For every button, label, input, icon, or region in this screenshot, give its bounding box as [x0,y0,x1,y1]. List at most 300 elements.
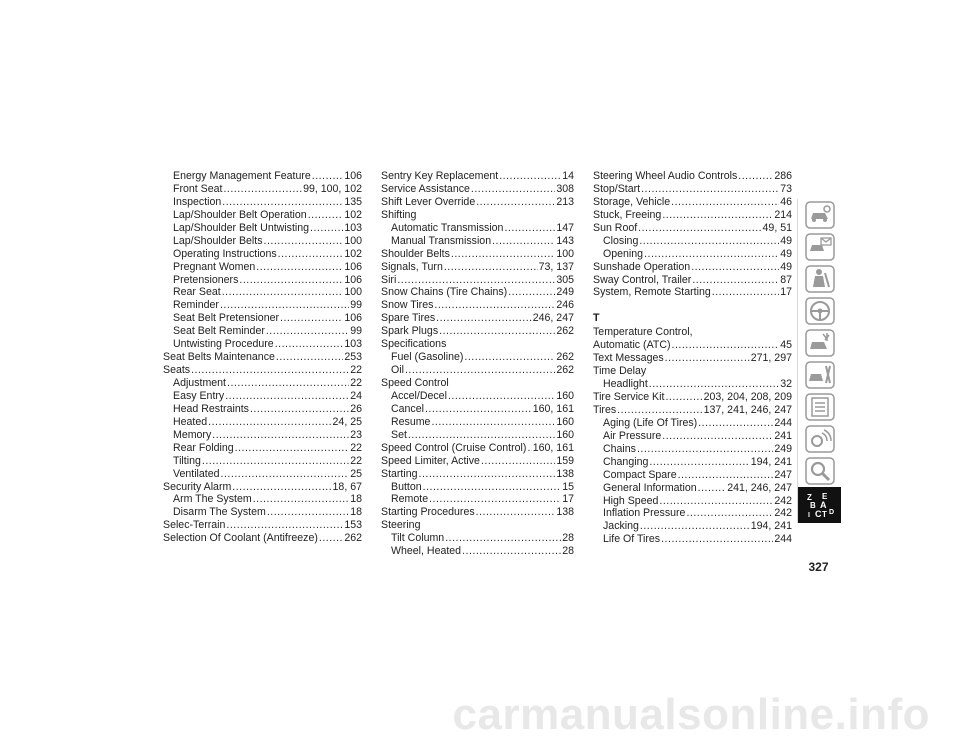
index-page-numbers: 102 [344,208,362,221]
index-entry [163,325,362,338]
index-term: Shoulder Belts [381,247,450,260]
dot-leader [641,183,779,196]
index-entry [381,299,574,312]
dot-leader [431,416,555,429]
index-term: Operating Instructions [173,247,277,260]
dot-leader [256,261,343,274]
dot-leader [678,469,774,482]
index-page-numbers: 24 [350,389,362,402]
index-term: Wheel, Heated [391,545,462,558]
dot-leader [275,338,344,351]
index-term: Memory [173,428,212,441]
index-term: Lap/Shoulder Belts [173,234,263,247]
index-entry [381,506,574,519]
dot-leader [253,493,350,506]
index-page-numbers: 103 [344,221,362,234]
index-page-numbers: 87 [780,273,792,286]
index-page-numbers: 103 [344,338,362,351]
tab-getting-to-know[interactable] [797,199,841,231]
index-entry [593,209,792,222]
dot-leader [638,222,761,235]
index-entry [381,442,574,455]
dot-leader [504,222,555,235]
index-term: Automatic Transmission [391,221,504,234]
index-entry [593,507,792,520]
index-page-numbers: 241 [774,429,792,442]
index-term: Selection Of Coolant (Antifreeze) [163,532,318,545]
dot-leader [492,235,555,248]
dot-leader [235,442,350,455]
dot-leader [481,455,555,468]
index-entry [593,274,792,287]
index-term: Tire Service Kit [593,391,665,403]
index-term: Signals, Turn [381,260,443,273]
index-term: Shift Lever Override [381,195,476,208]
dot-leader [436,312,532,325]
svg-text:E: E [821,492,827,501]
index-page-numbers: 22 [350,377,362,389]
index-term: Reminder [173,299,219,312]
index-entry [381,416,574,429]
index-term: Siri [381,273,397,286]
index-entry [381,364,574,377]
dot-leader [225,390,349,403]
index-entry [381,455,574,468]
index-entry [593,520,792,533]
dot-leader [665,352,750,365]
dot-leader [191,364,349,377]
index-entry [381,170,574,183]
index-term: Arm The System [173,493,252,506]
index-page-numbers: 45 [780,339,792,352]
dot-leader [698,417,773,430]
index-term: Starting Procedures [381,506,475,519]
index-page-numbers: 249 [556,286,574,299]
index-page-numbers: 194, 241 [750,455,792,468]
index-entry [163,364,362,377]
index-entry [381,183,574,196]
page-number: 327 [808,560,829,574]
index-page-numbers: 262 [556,325,574,338]
index-term: Sentry Key Replacement [381,170,499,182]
dot-leader [312,170,344,183]
index-page-numbers: 28 [562,545,574,558]
index-page-numbers: 17 [562,493,574,506]
index-term: Cancel [391,402,424,415]
tab-safety[interactable] [797,263,841,295]
index-page-numbers: 262 [556,364,574,377]
index-entry [381,403,574,416]
index-entry [163,170,362,183]
index-entry [381,545,574,558]
index-page-numbers: 244 [774,416,792,429]
index-page-numbers: 160 [556,389,574,402]
dot-leader [712,286,779,299]
index-entry [163,519,362,532]
index-entry [593,196,792,209]
index-term: Tires [593,403,617,416]
index-term: Snow Tires [381,299,434,312]
dot-leader [471,183,555,196]
index-term: Head Restraints [173,402,249,415]
index-entry [163,235,362,248]
spec-list-icon [805,393,835,421]
index-page-numbers: 246, 247 [532,312,574,325]
index-page-numbers: 262 [556,351,574,364]
index-page-numbers: 308 [556,182,574,195]
index-entry [593,365,792,378]
index-letters-icon [805,491,835,519]
index-entry [593,391,792,404]
index-page-numbers: 247 [774,468,792,481]
index-term: Closing [603,234,639,247]
dot-leader [397,274,555,287]
dot-leader [692,274,779,287]
dot-leader [691,261,779,274]
index-page-numbers: 18 [350,493,362,506]
index-entry [381,222,574,235]
index-entry [593,378,792,391]
index-page-numbers: 143 [556,234,574,247]
index-column-3 [593,170,792,546]
dot-leader [250,403,349,416]
dot-leader [223,183,302,196]
index-page-numbers: 28 [562,532,574,545]
index-term: Remote [391,493,429,506]
index-term: Oil [391,364,404,377]
index-entry [593,183,792,196]
index-page-numbers: 271, 297 [750,352,792,365]
dot-leader [448,390,555,403]
car-key-icon [805,201,835,229]
dot-leader [208,416,331,429]
index-page-numbers: 23 [350,428,362,441]
index-entry [163,222,362,235]
car-message-icon [805,233,835,261]
index-page-numbers: 102 [344,247,362,260]
index-entry [381,429,574,442]
index-term: Inflation Pressure [603,507,686,520]
dot-leader [222,286,344,299]
index-term: Lap/Shoulder Belt Untwisting [173,221,310,234]
index-term: Snow Chains (Tire Chains) [381,286,508,299]
index-page-numbers: 106 [344,312,362,325]
index-entry [163,390,362,403]
index-entry [381,312,574,325]
index-entry [381,338,574,351]
index-term: Inspection [173,195,222,208]
index-term: Manual Transmission [391,234,492,247]
index-term: Shifting [381,208,417,221]
dot-leader [227,377,349,390]
seat-person-icon [805,265,835,293]
dot-leader [662,430,773,443]
tab-getting-to-know-panel[interactable] [797,231,841,263]
index-entry [381,390,574,403]
index-page-numbers: 305 [556,273,574,286]
svg-text:Z: Z [806,493,812,502]
dot-leader [659,495,773,508]
index-entry [163,403,362,416]
index-entry [163,248,362,261]
index-entry [381,468,574,481]
index-page-numbers: 15 [562,480,574,493]
index-entry [163,261,362,274]
index-term: Adjustment [173,377,226,389]
index-page-numbers: 49 [780,247,792,260]
index-term: Easy Entry [173,389,225,402]
index-term: Sunshade Operation [593,260,691,273]
index-page-numbers: 73 [780,182,792,195]
index-entry [381,377,574,390]
index-entry [381,519,574,532]
dot-leader [222,196,343,209]
index-term: Tilt Column [391,532,445,545]
index-term: Disarm The System [173,506,266,519]
index-page-numbers: 22 [350,364,362,377]
dot-leader [202,455,349,468]
index-entry [593,456,792,469]
index-term: Resume [391,415,431,428]
index-page-numbers: 241, 246, 247 [727,481,792,494]
index-entry [163,455,362,468]
dot-leader [267,506,349,519]
index-entry [163,338,362,351]
index-entry [593,170,792,183]
index-term: Speed Control [381,377,449,389]
index-term: Sway Control, Trailer [593,273,692,286]
index-term: Changing [603,455,649,468]
index-page-numbers: 17 [780,286,792,299]
index-entry [593,261,792,274]
index-entry [593,417,792,430]
index-page-numbers: 24, 25 [332,415,362,428]
index-term: General Information [603,481,697,494]
dot-leader [220,299,349,312]
dot-leader [617,404,702,417]
index-term: Chains [603,442,636,455]
index-entry [381,196,574,209]
index-column-1 [163,170,362,545]
dot-leader [649,456,749,469]
index-page-numbers: 160, 161 [532,402,574,415]
index-page-numbers: 100 [344,234,362,247]
index-entry [593,482,792,495]
index-term: Spark Plugs [381,325,439,338]
dot-leader [276,351,343,364]
dot-leader [464,351,555,364]
svg-text:T: T [821,510,827,519]
index-entry [593,443,792,456]
index-entry [163,468,362,481]
index-term: Steering Wheel Audio Controls [593,170,738,182]
index-term: Front Seat [173,182,223,195]
tab-multimedia[interactable] [797,423,841,455]
index-term: Sun Roof [593,221,638,234]
index-entry [381,286,574,299]
index-term: T [593,312,600,325]
dot-leader [671,196,779,209]
index-term: Rear Seat [173,286,221,299]
dot-leader [239,274,343,287]
index-term: Time Delay [593,365,647,378]
index-page-numbers: 26 [350,402,362,415]
dot-leader [639,235,779,248]
index-page-numbers: 22 [350,441,362,454]
index-entry [381,209,574,222]
index-entry [163,442,362,455]
index-entry [593,495,792,508]
index-entry [593,286,792,299]
index-page-numbers: 106 [344,273,362,286]
index-term: Tilting [173,454,201,467]
index-page-numbers: 106 [344,260,362,273]
dot-leader [439,325,555,338]
tab-technical-specifications[interactable] [797,391,841,423]
dot-leader [212,429,349,442]
dot-leader [476,196,555,209]
index-term: Speed Limiter, Active [381,454,480,467]
index-entry [593,404,792,417]
index-entry [381,248,574,261]
index-entry [381,532,574,545]
index-term: Pregnant Women [173,260,256,273]
index-term: Pretensioners [173,273,239,286]
index-term: High Speed [603,494,659,507]
index-page-numbers: 25 [350,467,362,480]
index-page-numbers: 49 [780,260,792,273]
dot-leader [499,170,561,183]
index-term: Air Pressure [603,429,662,442]
dot-leader [462,545,561,558]
speaker-cast-icon [805,425,835,453]
index-term: Starting [381,467,418,480]
index-page-numbers: 100 [556,247,574,260]
index-term: Lap/Shoulder Belt Operation [173,208,307,221]
index-entry [593,326,792,339]
dot-leader [280,312,343,325]
index-page-numbers: 18, 67 [332,480,362,493]
chapter-tab-strip [797,199,840,523]
index-page-numbers: 203, 204, 208, 209 [703,391,792,403]
tab-starting-operating[interactable] [797,295,841,327]
dot-leader [221,468,350,481]
index-page-numbers: 249 [774,442,792,455]
index-page-numbers: 106 [344,170,362,182]
index-term: Seat Belt Pretensioner [173,312,279,325]
index-page-numbers: 244 [774,533,792,546]
dot-leader [640,520,750,533]
index-entry [163,506,362,519]
dot-leader [308,209,344,222]
index-page-numbers: 135 [344,195,362,208]
index-page-numbers: 73, 137 [538,260,574,273]
index-entry [381,274,574,287]
index-term: Energy Management Feature [173,170,311,182]
svg-text:A: A [819,500,826,510]
index-term: Heated [173,415,208,428]
index-entry [163,286,362,299]
index-column-2 [381,170,574,558]
index-entry [163,183,362,196]
index-page-numbers: 160, 161 [532,441,574,454]
index-entry [163,532,362,545]
index-term: Temperature Control, [593,326,693,339]
index-term: Stop/Start [593,182,641,195]
dot-leader [423,481,562,494]
index-term: Set [391,428,407,441]
dot-leader [444,261,538,274]
dot-leader [434,299,555,312]
index-term: Accel/Decel [391,389,447,402]
dot-leader [405,364,555,377]
index-entry [163,299,362,312]
index-page-numbers: 286 [774,170,792,182]
index-page-numbers: 253 [344,351,362,364]
index-page-numbers: 14 [562,170,574,182]
dot-leader [451,248,555,261]
index-page-numbers: 137, 241, 246, 247 [703,403,792,416]
index-page-numbers: 246 [556,299,574,312]
dot-leader [429,493,561,506]
index-page-numbers: 160 [556,415,574,428]
index-page-numbers: 18 [350,506,362,519]
index-entry [163,274,362,287]
index-entry [593,469,792,482]
dot-leader [264,235,344,248]
tab-index[interactable] [797,487,841,523]
index-page-numbers: 213 [556,195,574,208]
index-term: Ventilated [173,467,220,480]
index-term: Spare Tires [381,312,436,325]
watermark: carmanualsonline.info [452,690,930,739]
index-entry [593,222,792,235]
dot-leader [319,532,343,545]
tab-customer-assistance[interactable] [797,455,841,487]
index-entry [381,493,574,506]
index-page-numbers: 159 [556,454,574,467]
index-term: Text Messages [593,352,664,365]
index-term: Steering [381,519,421,532]
dot-leader [226,519,343,532]
index-page-numbers: 49 [780,234,792,247]
index-entry [163,377,362,390]
index-entry [593,430,792,443]
index-page-numbers: 138 [556,506,574,519]
index-entry [163,351,362,364]
dot-leader [408,429,555,442]
index-page-numbers: 49, 51 [762,221,792,234]
svg-text:B: B [809,501,816,510]
index-term: Automatic (ATC) [593,339,671,352]
dot-leader [527,442,531,455]
dot-leader [644,248,779,261]
index-page-numbers: 99 [350,299,362,312]
tab-servicing-maintenance[interactable] [797,359,841,391]
tab-in-case-of-emergency[interactable] [797,327,841,359]
index-entry [163,209,362,222]
dot-leader [649,378,779,391]
dot-leader [686,507,773,520]
index-page-numbers: 153 [344,519,362,532]
index-entry [381,351,574,364]
dot-leader [425,403,532,416]
index-entry [593,248,792,261]
index-page-numbers: 99 [350,325,362,338]
dot-leader [637,443,773,456]
dot-leader [508,286,555,299]
index-entry [163,429,362,442]
